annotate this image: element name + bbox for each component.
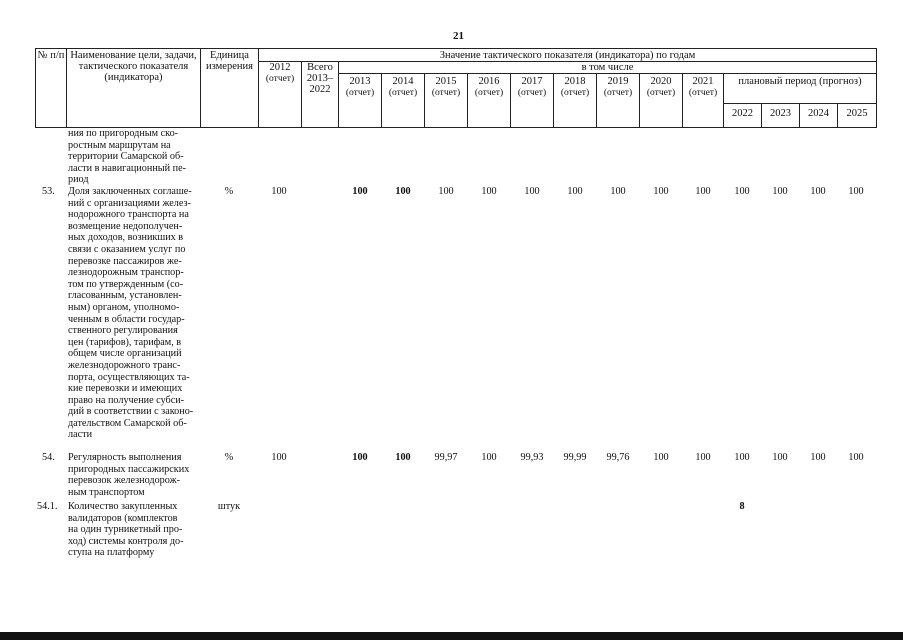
header-year-2014: 2014 xyxy=(392,76,414,87)
header-line xyxy=(723,103,877,104)
row-54-1-unit: штук xyxy=(217,501,241,512)
text-line: перевозке пассажиров же- xyxy=(68,255,182,267)
text-line: ственного регулирования xyxy=(68,325,178,337)
text-line: железнодорожного транс- xyxy=(68,359,181,371)
row-53-2020: 100 xyxy=(653,186,669,197)
row-54-2023: 100 xyxy=(772,452,788,463)
text-line: нодорожного транспорта на xyxy=(68,209,189,221)
header-year-2014-sub: (отчет) xyxy=(388,88,418,98)
row-54-1-2022: 8 xyxy=(739,501,745,512)
row-53-description xyxy=(68,186,198,441)
row-54-2013: 100 xyxy=(352,452,368,463)
text-line: риод xyxy=(68,174,89,186)
row-53-2021: 100 xyxy=(695,186,711,197)
header-year-2013-sub: (отчет) xyxy=(345,88,375,98)
header-year-2021: 2021 xyxy=(692,76,714,87)
header-year-2016-sub: (отчет) xyxy=(474,88,504,98)
text-line: ласти в навигационный пе- xyxy=(68,162,186,174)
row-53-unit: % xyxy=(224,186,234,197)
header-col-total: Всего 2013–2022 xyxy=(306,62,334,95)
text-line: ход) системы контроля до- xyxy=(68,535,184,547)
header-year-2016: 2016 xyxy=(478,76,500,87)
col-divider xyxy=(301,61,302,128)
header-year-2013: 2013 xyxy=(349,76,371,87)
row-54-2021: 100 xyxy=(695,452,711,463)
header-col-values: Значение тактического показателя (индикатора) по годам xyxy=(439,50,696,61)
text-line: на один турникетный про- xyxy=(68,524,183,536)
header-year-2022: 2022 xyxy=(732,108,753,119)
text-line: ния по пригородным ско- xyxy=(68,128,179,139)
text-line: кие перевозки и имеющих xyxy=(68,383,183,395)
header-line xyxy=(338,73,877,74)
text-line: Доля заключенных соглаше- xyxy=(68,186,192,197)
row-53-2015: 100 xyxy=(438,186,454,197)
text-line: лезнодорожным транспор- xyxy=(68,267,184,279)
text-line: территории Самарской об- xyxy=(68,151,184,163)
header-year-2015: 2015 xyxy=(435,76,457,87)
header-col-2012: 2012 xyxy=(269,62,291,73)
row-53-2012: 100 xyxy=(271,186,287,197)
row-53-2024: 100 xyxy=(810,186,826,197)
scan-bottom-edge xyxy=(0,632,903,640)
text-line: перевозок железнодорож- xyxy=(68,475,181,487)
text-line: связи с оказанием услуг по xyxy=(68,243,186,255)
text-line: ченным в области государ- xyxy=(68,313,185,325)
row-53-2023: 100 xyxy=(772,186,788,197)
row-54-2018: 99,99 xyxy=(563,452,587,463)
header-year-2018: 2018 xyxy=(564,76,586,87)
text-line: ным) органом, уполномо- xyxy=(68,301,180,313)
header-col-name: Наименование цели, задачи, тактического показателя (индикатора) xyxy=(70,50,197,83)
table-border-right xyxy=(876,48,877,128)
header-col-2012-sub: (отчет) xyxy=(265,74,295,84)
header-year-2019: 2019 xyxy=(607,76,629,87)
text-line: цен (тарифов), тарифам, в xyxy=(68,336,182,348)
text-line: общем числе организаций xyxy=(68,348,182,360)
row-54-2014: 100 xyxy=(395,452,411,463)
header-year-2018-sub: (отчет) xyxy=(560,88,590,98)
row-53-2025: 100 xyxy=(848,186,864,197)
row-54-unit: % xyxy=(224,452,234,463)
row-53-2018: 100 xyxy=(567,186,583,197)
row-54-2024: 100 xyxy=(810,452,826,463)
text-line: ных доходов, возникших в xyxy=(68,232,184,244)
header-col-including: в том числе xyxy=(581,62,634,73)
text-line: Количество закупленных xyxy=(68,501,178,512)
row-54-2020: 100 xyxy=(653,452,669,463)
row-53-number: 53. xyxy=(42,186,55,197)
text-line: ным транспортом xyxy=(68,486,145,498)
header-col-number: № п/п xyxy=(37,50,65,61)
text-line: пригородных пассажирских xyxy=(68,463,190,475)
row-54-number: 54. xyxy=(42,452,55,463)
text-line: валидаторов (комплектов xyxy=(68,512,178,524)
text-line: ростным маршрутам на xyxy=(68,139,171,151)
text-line: ний с организациями желез- xyxy=(68,197,191,209)
row-54-2022: 100 xyxy=(734,452,750,463)
text-line: право на получение субси- xyxy=(68,394,185,406)
header-year-2017: 2017 xyxy=(521,76,543,87)
row-53-2017: 100 xyxy=(524,186,540,197)
row-53-2022: 100 xyxy=(734,186,750,197)
text-line: ступа на платформу xyxy=(68,547,155,559)
header-year-2021-sub: (отчет) xyxy=(688,88,718,98)
row-54-1-description xyxy=(68,501,198,559)
header-col-unit: Единица измерения xyxy=(206,50,253,72)
text-line: Регулярность выполнения xyxy=(68,452,182,463)
row-54-description xyxy=(68,452,198,498)
header-planned-period: плановый период (прогноз) xyxy=(738,76,862,87)
text-line: порта, осуществляющих та- xyxy=(68,371,190,383)
page-number: 21 xyxy=(453,30,464,42)
text-line: возмещение недополучен- xyxy=(68,220,183,232)
row-53-2014: 100 xyxy=(395,186,411,197)
text-line: гласованным, установлен- xyxy=(68,290,182,302)
header-year-2019-sub: (отчет) xyxy=(603,88,633,98)
row-54-1-number: 54.1. xyxy=(37,501,58,512)
header-year-2017-sub: (отчет) xyxy=(517,88,547,98)
row-54-2015: 99,97 xyxy=(434,452,458,463)
header-year-2023: 2023 xyxy=(770,108,791,119)
table-border-top xyxy=(35,48,877,49)
row-53-2019: 100 xyxy=(610,186,626,197)
row-53-2013: 100 xyxy=(352,186,368,197)
text-line: дательством Самарской об- xyxy=(68,417,187,429)
header-year-2020-sub: (отчет) xyxy=(646,88,676,98)
row-54-2012: 100 xyxy=(271,452,287,463)
header-year-2015-sub: (отчет) xyxy=(431,88,461,98)
text-line: том по утвержденным (со- xyxy=(68,278,184,290)
row-54-2019: 99,76 xyxy=(606,452,630,463)
header-year-2020: 2020 xyxy=(650,76,672,87)
row-54-2017: 99,93 xyxy=(520,452,544,463)
row-54-2025: 100 xyxy=(848,452,864,463)
row-53-2016: 100 xyxy=(481,186,497,197)
header-year-2024: 2024 xyxy=(808,108,829,119)
row-54-2016: 100 xyxy=(481,452,497,463)
text-line: ласти xyxy=(68,429,93,441)
text-line: дий в соответствии с законо- xyxy=(68,406,194,418)
row-continuation-text xyxy=(68,128,198,186)
header-year-2025: 2025 xyxy=(846,108,868,119)
